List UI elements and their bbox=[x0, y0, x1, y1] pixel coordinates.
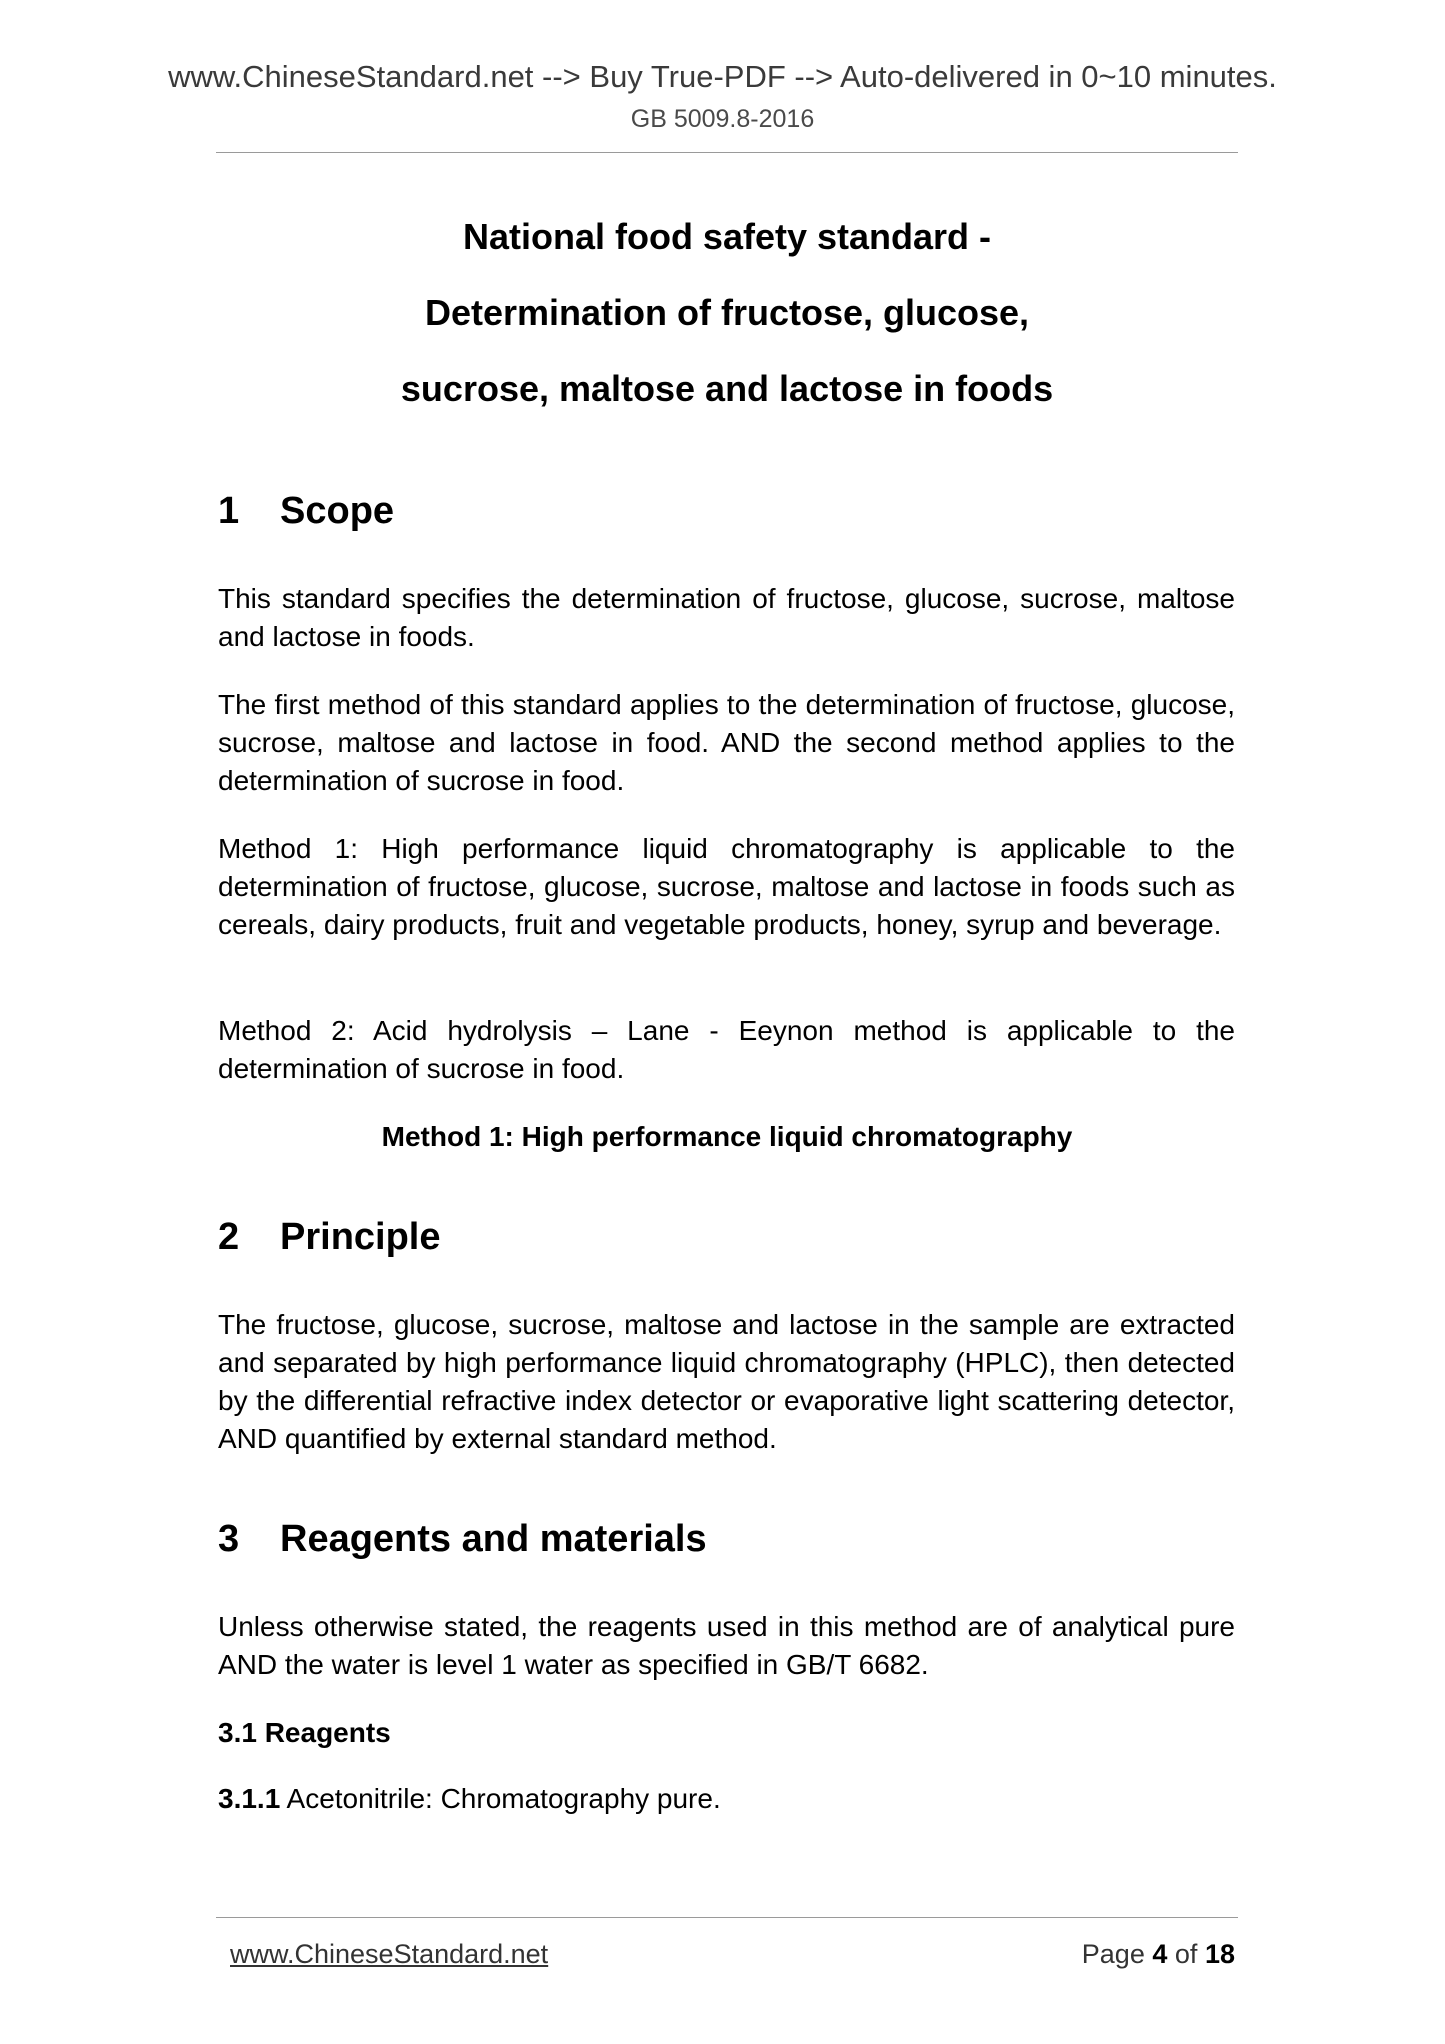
scope-paragraph-1: This standard specifies the determination of fructose, glucose, sucrose, maltose and lactose in foods. bbox=[218, 583, 1235, 652]
method-1-title: Method 1: High performance liquid chromatography bbox=[381, 1121, 1073, 1152]
document-title-line-2: Determination of fructose, glucose, bbox=[424, 292, 1030, 333]
page-number bbox=[1082, 1937, 1235, 1971]
section-title: Principle bbox=[280, 1216, 441, 1258]
reagent-item-text: Acetonitrile: Chromatography pure. bbox=[286, 1783, 721, 1814]
principle-paragraph: The fructose, glucose, sucrose, maltose and lactose in the sample are extracted and separated by high performance liquid chromatography (HPLC), then detected by the differential refractive index detector or evaporative light scattering detector, AND quantified by external standard method. bbox=[218, 1309, 1235, 1454]
document-title-line-3: sucrose, maltose and lactose in foods bbox=[400, 368, 1054, 409]
page-current: 4 bbox=[1152, 1939, 1168, 1969]
section-heading-reagents bbox=[218, 1516, 707, 1562]
scope-paragraph-3: Method 1: High performance liquid chromatography is applicable to the determination of fructose, glucose, sucrose, maltose and lactose in foods such as cereals, dairy products, fruit and vegetable products, honey, syrup and beverage. bbox=[218, 833, 1235, 940]
section-number: 3 bbox=[218, 1518, 240, 1560]
section-title: Scope bbox=[280, 490, 395, 532]
footer-divider bbox=[216, 1917, 1238, 1918]
scope-paragraph-2: The first method of this standard applies to the determination of fructose, glucose, sucrose, maltose and lactose in food. AND the second method applies to the determination of sucrose in food. bbox=[218, 689, 1235, 796]
subsection-heading-reagents: 3.1 Reagents bbox=[218, 1717, 391, 1748]
section-heading-scope bbox=[218, 488, 394, 534]
scope-paragraph-4: Method 2: Acid hydrolysis – Lane - Eeynon method is applicable to the determination of sucrose in food. bbox=[218, 1015, 1235, 1084]
standard-code: GB 5009.8-2016 bbox=[630, 105, 815, 133]
section-number: 2 bbox=[218, 1216, 240, 1258]
page-total: 18 bbox=[1204, 1939, 1235, 1969]
page-label: Page bbox=[1081, 1939, 1145, 1969]
section-title: Reagents and materials bbox=[280, 1518, 707, 1560]
reagent-item bbox=[218, 1780, 721, 1818]
header-divider bbox=[216, 152, 1238, 153]
section-heading-principle bbox=[218, 1214, 441, 1260]
document-title-line-1: National food safety standard - bbox=[462, 216, 992, 257]
header-banner: www.ChineseStandard.net --> Buy True-PDF --> Auto-delivered in 0~10 minutes. bbox=[168, 59, 1277, 94]
section-number: 1 bbox=[218, 490, 240, 532]
reagent-item-number: 3.1.1 bbox=[218, 1783, 281, 1814]
reagents-paragraph: Unless otherwise stated, the reagents used in this method are of analytical pure AND the water is level 1 water as specified in GB/T 6682. bbox=[218, 1611, 1235, 1680]
page-of-label: of bbox=[1174, 1939, 1198, 1969]
footer-website-link[interactable]: www.ChineseStandard.net bbox=[230, 1939, 549, 1969]
